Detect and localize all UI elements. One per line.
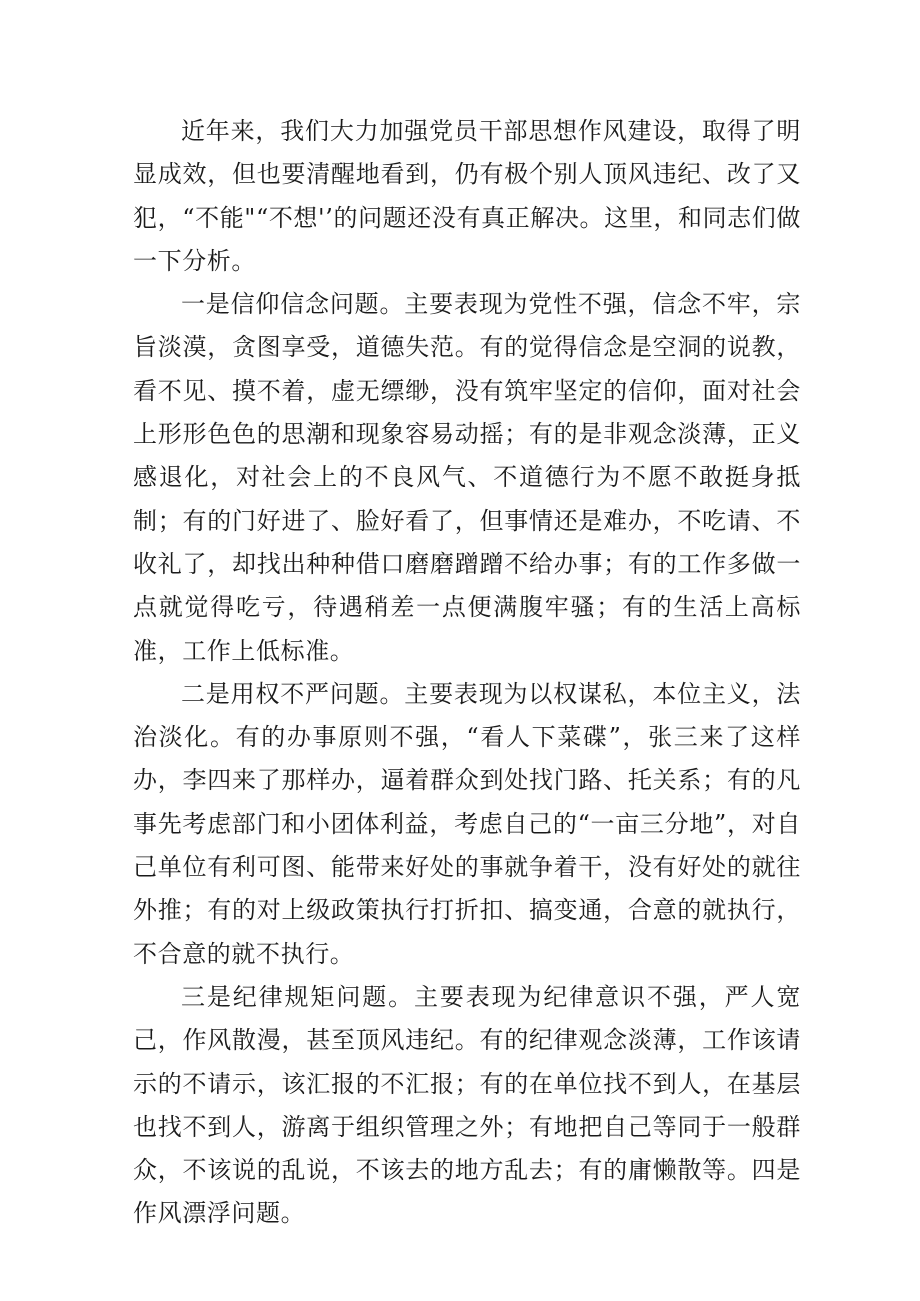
document-body <box>133 110 801 1236</box>
paragraph-intro: 近年来，我们大力加强党员干部思想作风建设，取得了明显成效，但也要清醒地看到，仍有极个别人顶风违纪、改了又犯，“不能"“不想'’的问题还没有真正解决。这里，和同志们做一下分析。 <box>133 117 801 275</box>
paragraph-discipline-issue: 三是纪律规矩问题。主要表现为纪律意识不强，严人宽己，作风散漫，甚至顶风违纪。有的纪律观念淡薄，工作该请示的不请示，该汇报的不汇报；有的在单位找不到人，在基层也找不到人，游离于组织管理之外；有地把自己等同于一般群众，不该说的乱说，不该去的地方乱去；有的庸懒散等。四是作风漂浮问题。 <box>133 982 801 1228</box>
paragraph-power-issue: 二是用权不严问题。主要表现为以权谋私，本位主义，法治淡化。有的办事原则不强，“看人下菜碟”，张三来了这样办，李四来了那样办，逼着群众到处找门路、托关系；有的凡事先考虑部门和小团体利益，考虑自己的“一亩三分地”，对自己单位有利可图、能带来好处的事就争着干，没有好处的就往外推；有的对上级政策执行打折扣、搞变通，合意的就执行，不合意的就不执行。 <box>133 679 801 968</box>
paragraph-belief-issue: 一是信仰信念问题。主要表现为党性不强，信念不牢，宗旨淡漠，贪图享受，道德失范。有的觉得信念是空洞的说教，看不见、摸不着，虚无缥缈，没有筑牢坚定的信仰，面对社会上形形色色的思潮和现象容易动摇；有的是非观念淡薄，正义感退化，对社会上的不良风气、不道德行为不愿不敢挺身抵制；有的门好进了、脸好看了，但事情还是难办，不吃请、不收礼了，却找出种种借口磨磨蹭蹭不给办事；有的工作多做一点就觉得吃亏，待遇稍差一点便满腹牢骚；有的生活上高标准，工作上低标准。 <box>133 290 801 665</box>
